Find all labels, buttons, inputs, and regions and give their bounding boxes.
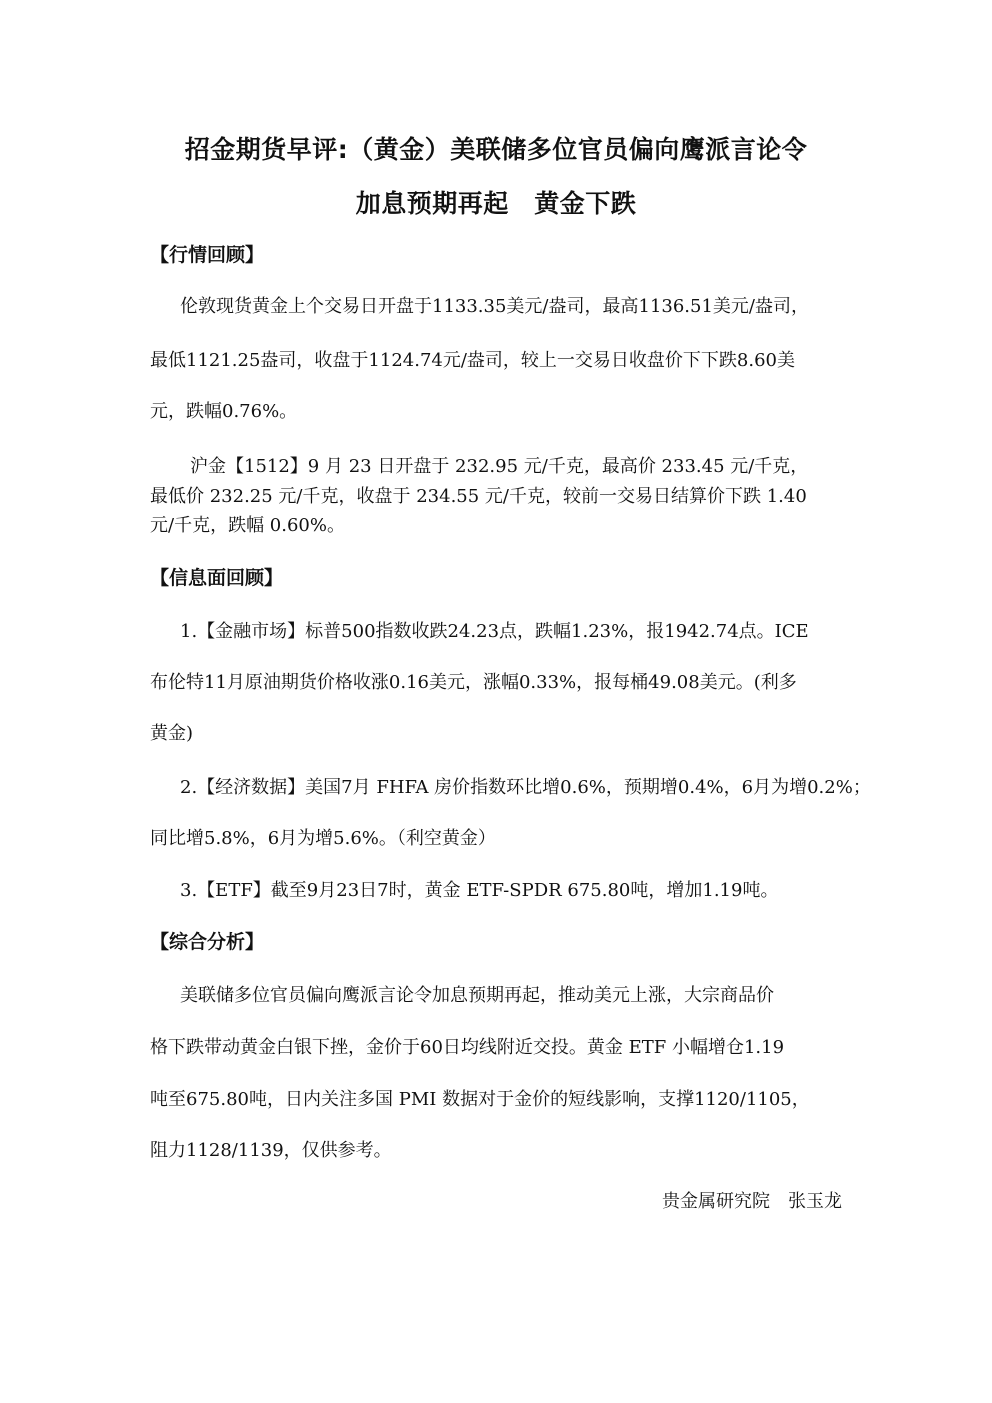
analysis-line-3: 吨至675.80吨，日内关注多国 PMI 数据对于金价的短线影响，支撑1120/1105， — [150, 1089, 810, 1110]
author-signature: 贵金属研究院 张玉龙 — [662, 1191, 842, 1212]
section-heading-market-review: 【行情回顾】 — [150, 244, 265, 266]
shanghai-gold-line-2: 最低价 232.25 元/千克，收盘于 234.55 元/千克，较前一交易日结算价下跌 1.40 — [150, 486, 807, 507]
section-heading-info-review: 【信息面回顾】 — [150, 567, 284, 589]
london-gold-line-3: 元，跌幅0.76%。 — [150, 401, 298, 422]
analysis-line-4: 阻力1128/1139，仅供参考。 — [150, 1140, 392, 1161]
analysis-line-2: 格下跌带动黄金白银下挫，金价于60日均线附近交投。黄金 ETF 小幅增仓1.19 — [150, 1037, 785, 1058]
london-gold-line-2: 最低1121.25盎司，收盘于1124.74元/盎司，较上一交易日收盘价下下跌8.60美 — [150, 350, 796, 371]
info-item-1-line-3: 黄金) — [150, 723, 194, 744]
section-heading-analysis: 【综合分析】 — [150, 931, 265, 953]
analysis-line-1: 美联储多位官员偏向鹰派言论令加息预期再起，推动美元上涨，大宗商品价 — [180, 985, 774, 1006]
london-gold-line-1: 伦敦现货黄金上个交易日开盘于1133.35美元/盎司，最高1136.51美元/盎司， — [180, 296, 809, 317]
info-item-1-line-1: 1.【金融市场】标普500指数收跌24.23点，跌幅1.23%，报1942.74点。ICE — [180, 621, 809, 642]
shanghai-gold-line-3: 元/千克，跌幅 0.60%。 — [150, 515, 345, 536]
info-item-1-line-2: 布伦特11月原油期货价格收涨0.16美元，涨幅0.33%，报每桶49.08美元。(利多 — [150, 672, 797, 693]
shanghai-gold-line-1: 沪金【1512】9 月 23 日开盘于 232.95 元/千克，最高价 233.45 元/千克， — [190, 456, 809, 477]
info-item-2-line-1: 2.【经济数据】美国7月 FHFA 房价指数环比增0.6%，预期增0.4%，6月为增0.2%； — [180, 777, 871, 798]
info-item-2-line-2: 同比增5.8%，6月为增5.6%。（利空黄金） — [150, 828, 496, 849]
info-item-3-line-1: 3.【ETF】截至9月23日7时，黄金 ETF-SPDR 675.80吨，增加1.19吨。 — [180, 880, 779, 901]
document-title-line-2: 加息预期再起 黄金下跌 — [355, 189, 637, 218]
document-title-line-1: 招金期货早评:（黄金）美联储多位官员偏向鹰派言论令 — [184, 135, 808, 164]
